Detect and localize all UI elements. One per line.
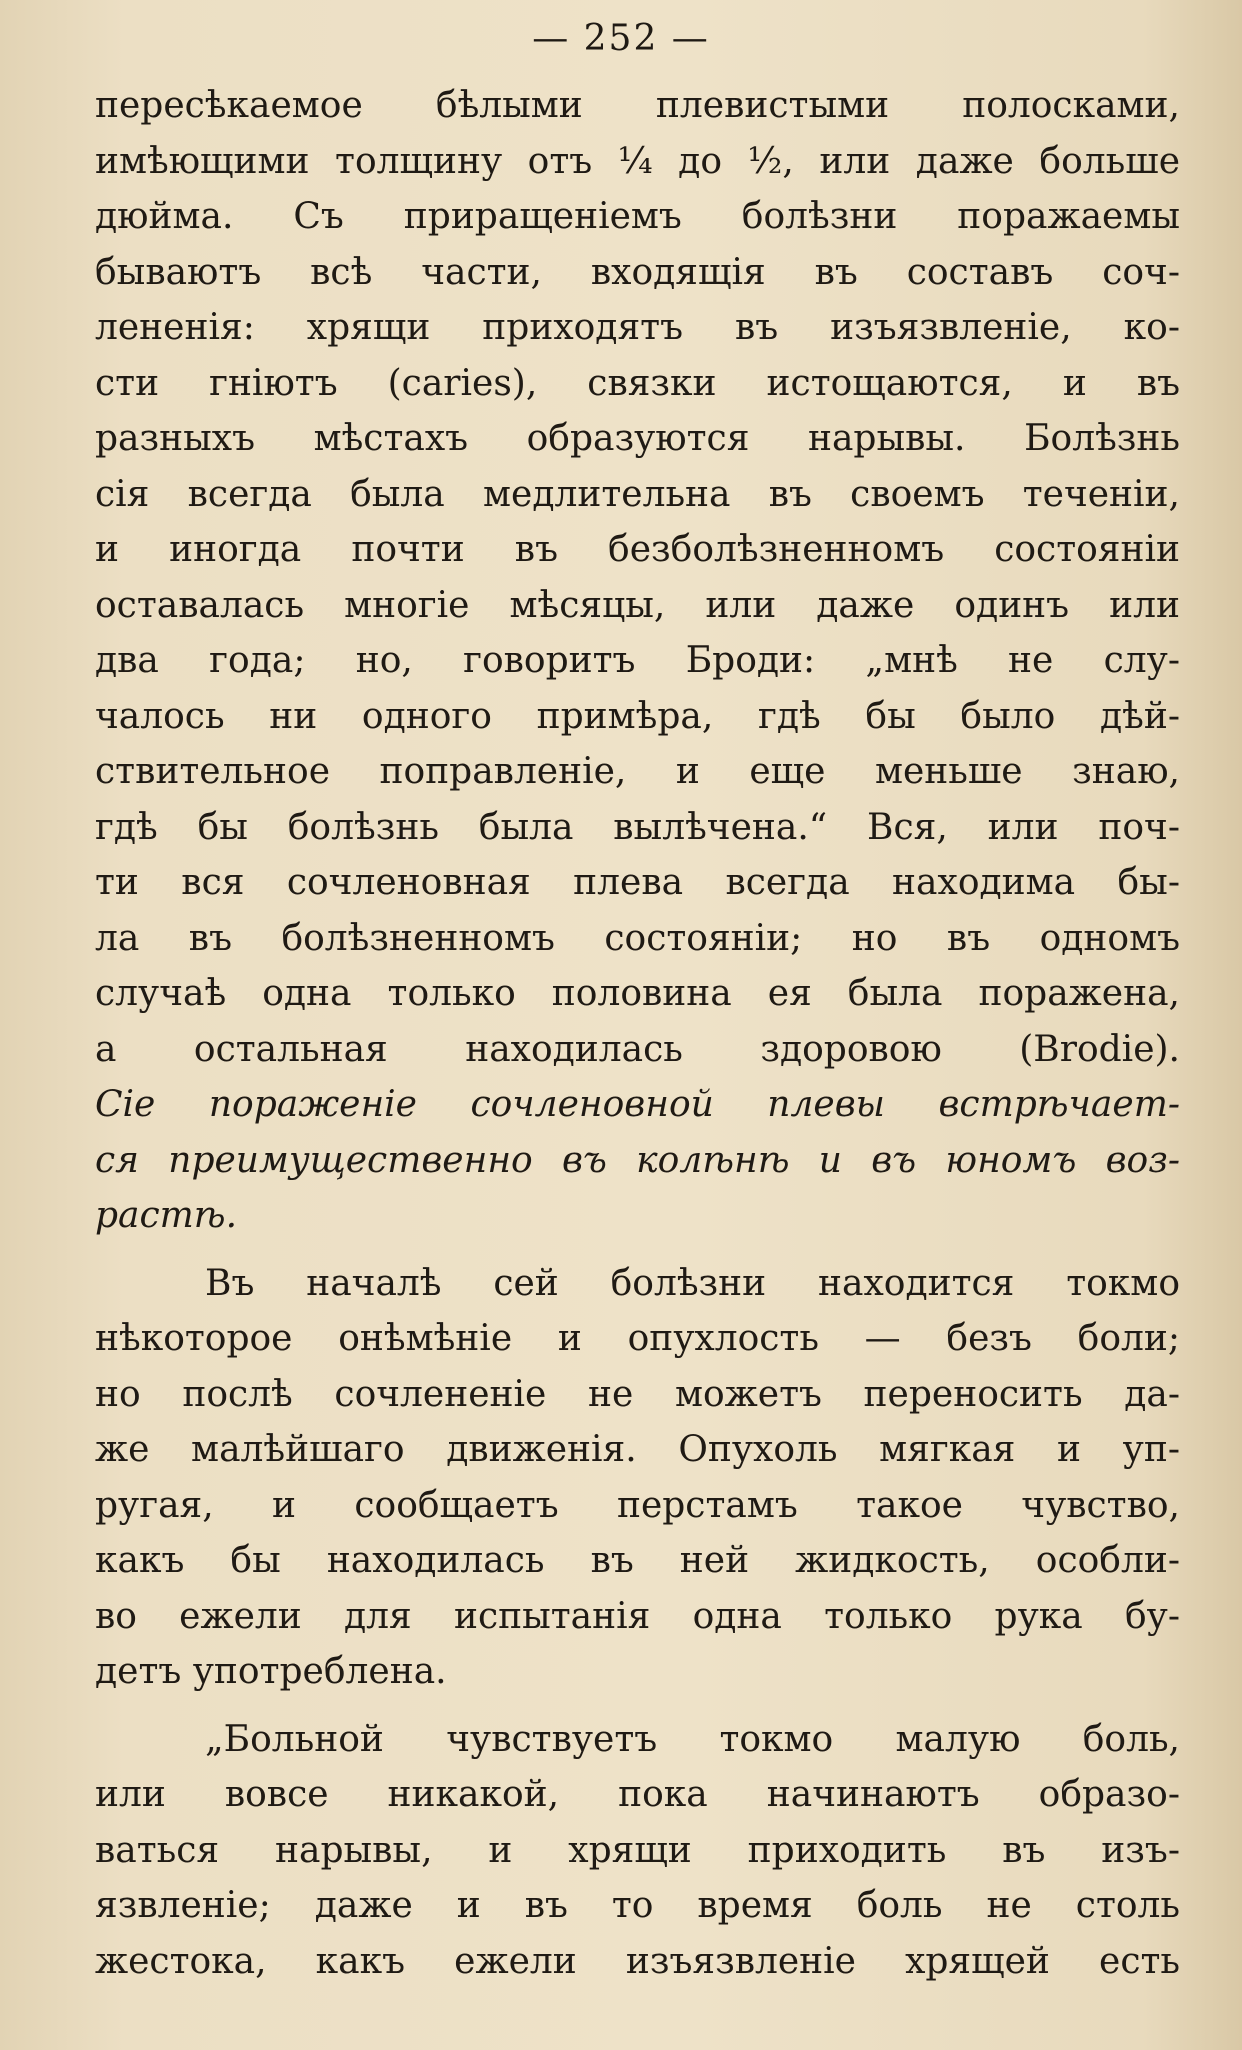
text-line: или вовсе никакой, пока начинаютъ образо- [95,1774,1180,1815]
text-line: пересѣкаемое бѣлыми плевистыми полосками, [95,85,1180,126]
text-line: во ежели для испытанія одна только рука бу- [95,1595,1180,1637]
text-line: сія всегда была медлительна въ своемъ теченіи, [95,473,1180,515]
text-line: бываютъ всѣ части, входящія въ составъ соч- [95,251,1180,293]
text-line: какъ бы находилась въ ней жидкость, особли- [95,1540,1180,1581]
text-line: чалось ни одного примѣра, гдѣ бы было дѣй- [95,695,1180,737]
text-line: сти гніютъ (caries), связки истощаются, и въ [95,362,1180,404]
text-line: разныхъ мѣстахъ образуются нарывы. Болѣзнь [95,418,1180,459]
text-line: но послѣ сочлененіе не можетъ переносить да- [95,1373,1180,1415]
text-line: ругая, и сообщаетъ перстамъ такое чувство, [95,1484,1180,1526]
text-line: „Больной чувствуетъ токмо малую боль, [205,1718,1180,1760]
italic-text-line: растѣ. [95,1195,238,1236]
text-line: гдѣ бы болѣзнь была вылѣчена.“ Вся, или поч- [95,806,1180,848]
text-line: Въ началѣ сей болѣзни находится токмо [205,1262,1180,1304]
paragraph-gap [95,1244,1180,1256]
paragraph-gap [95,1700,1180,1712]
text-line: же малѣйшаго движенія. Опухоль мягкая и уп- [95,1429,1180,1470]
text-line: и иногда почти въ безболѣзненномъ состояніи [95,529,1180,570]
text-line: ваться нарывы, и хрящи приходить въ изъ- [95,1829,1180,1871]
text-line: детъ употреблена. [95,1651,447,1692]
text-line: два года; но, говоритъ Броди: „мнѣ не слу- [95,640,1180,681]
page-number: — 252 — [532,18,710,59]
text-line: нѣкоторое онѣмѣніе и опухлость — безъ боли; [95,1318,1180,1359]
text-line: а остальная находилась здоровою (Brodie). [95,1028,1180,1070]
text-line: дюйма. Съ приращеніемъ болѣзни поражаемы [95,196,1180,237]
italic-text-line: ся преимущественно въ колѣнѣ и въ юномъ воз- [95,1139,1180,1181]
text-line: лененія: хрящи приходятъ въ изъязвленіе, ко- [95,307,1180,348]
text-line: имѣющими толщину отъ ¼ до ½, или даже больше [95,140,1180,182]
text-line: оставалась многіе мѣсяцы, или даже одинъ или [95,584,1180,626]
body-text [95,78,1180,1989]
italic-text-line: Сіе пораженіе сочленовной плевы встрѣчает- [95,1084,1180,1125]
text-line: жестока, какъ ежели изъязвленіе хрящей есть [95,1940,1180,1982]
text-line: ла въ болѣзненномъ состояніи; но въ одномъ [95,917,1180,959]
text-line: язвленіе; даже и въ то время боль не столь [95,1885,1180,1926]
text-line: случаѣ одна только половина ея была поражена, [95,973,1180,1014]
text-line: ти вся сочленовная плева всегда находима бы- [95,862,1180,903]
text-line: ствительное поправленіе, и еще меньше знаю, [95,751,1180,792]
